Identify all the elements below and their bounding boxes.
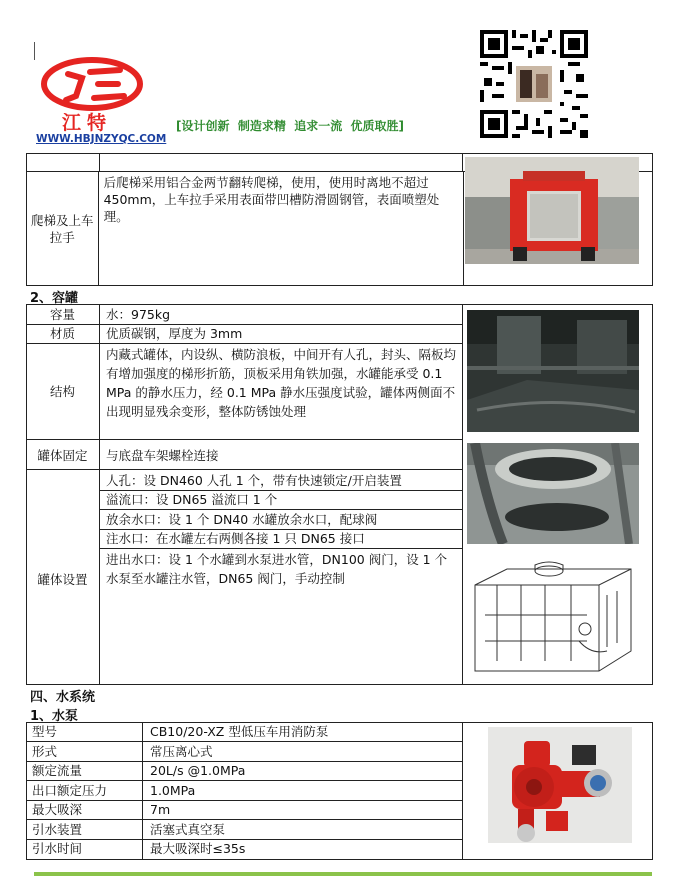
pump-time-value: 最大吸深时≤35s: [150, 841, 246, 856]
tank-table-col-line-2: [462, 304, 463, 684]
pump-model-value: CB10/20-XZ 型低压车用消防泵: [150, 724, 329, 739]
tank-row-line: [99, 548, 463, 549]
qr-code-icon: [480, 30, 588, 138]
fire-truck-rear-photo: [465, 157, 639, 264]
logo-text: 江特: [62, 112, 113, 134]
pump-row-line: [26, 800, 463, 801]
setting-manhole: 人孔：设 DN460 人孔 1 个，带有快速锁定/开启装置: [106, 473, 402, 488]
header-marker: [34, 42, 35, 60]
pump-row-line: [26, 741, 463, 742]
tank-section-title: 2、容罐: [30, 291, 79, 306]
ladder-text: 后爬梯采用铝合金两节翻转爬梯，使用，使用时离地不超过 450mm，上车拉手采用表面带凹槽防滑圆钢管，表面喷塑处理。: [98, 172, 464, 286]
tank-row-line: [26, 469, 463, 470]
pump-model-label: 型号: [32, 724, 58, 739]
setting-in-out: 进出水口：设 1 个水罐到水泵进水管，DN100 阀门，设 1 个水泵至水罐注水管，DN65 阀门，手动控制: [106, 552, 448, 586]
setting-drain: 放余水口：设 1 个 DN40 水罐放余水口，配球阀: [106, 512, 378, 527]
material-value: 优质碳钢，厚度为 3mm: [106, 326, 243, 341]
slogan: [设计创新 制造求精 追求一流 优质取胜]: [176, 119, 405, 133]
capacity-value: 水：975kg: [106, 307, 171, 322]
tank-structure-drawing: [467, 555, 641, 679]
setting-inlet: 注水口：在水罐左右两侧各接 1 只 DN65 接口: [106, 531, 365, 546]
tank-interior-photo: [467, 310, 639, 432]
pump-pressure-value: 1.0MPa: [150, 783, 196, 798]
tank-row-line: [26, 343, 463, 344]
website-link[interactable]: WWW.HBJNZYQC.COM: [36, 133, 167, 145]
pump-row-line: [26, 819, 463, 820]
material-label: 材质: [49, 326, 75, 341]
pump-flow-label: 额定流量: [32, 763, 83, 778]
capacity-label: 容量: [49, 307, 75, 322]
footer-divider: [34, 872, 652, 876]
ladder-table-top-stub-divider-2: [462, 153, 463, 171]
setting-overflow: 溢流口：设 DN65 溢流口 1 个: [106, 492, 278, 507]
pump-pressure-label: 出口额定压力: [32, 783, 108, 798]
pump-suction-value: 7m: [150, 802, 171, 817]
pump-time-label: 引水时间: [32, 841, 83, 856]
tank-setting-label: 罐体设置: [37, 572, 88, 587]
ladder-label: 爬梯及上车拉手: [27, 172, 99, 286]
fire-pump-photo: [488, 727, 632, 843]
structure-label: 结构: [49, 384, 75, 399]
pump-flow-value: 20L/s @1.0MPa: [150, 763, 246, 778]
ladder-table-top-stub-divider-1: [99, 153, 100, 171]
fixing-value: 与底盘车架螺栓连接: [106, 448, 219, 463]
pump-title: 1、水泵: [30, 709, 79, 724]
tank-table-col-line-1: [99, 304, 100, 684]
fixing-label: 罐体固定: [37, 448, 88, 463]
pump-type-label: 形式: [32, 744, 58, 759]
pump-suction-label: 最大吸深: [32, 802, 83, 817]
tank-row-line: [26, 439, 463, 440]
pump-type-value: 常压离心式: [150, 744, 213, 759]
water-system-title: 四、水系统: [30, 690, 96, 705]
pump-priming-label: 引水装置: [32, 822, 83, 837]
structure-value: 内藏式罐体，内设纵、横防浪板，中间开有人孔，封头、隔板均有增加强度的梯形折筋，顶板采用角铁加强，水罐能承受 0.1 MPa 的静水压力，经 0.1 MPa 静水压强度试验，罐体两侧面不出现明显残余变形，整体防锈蚀处理: [106, 347, 457, 419]
pump-priming-value: 活塞式真空泵: [150, 822, 226, 837]
tank-manhole-photo: [467, 443, 639, 544]
